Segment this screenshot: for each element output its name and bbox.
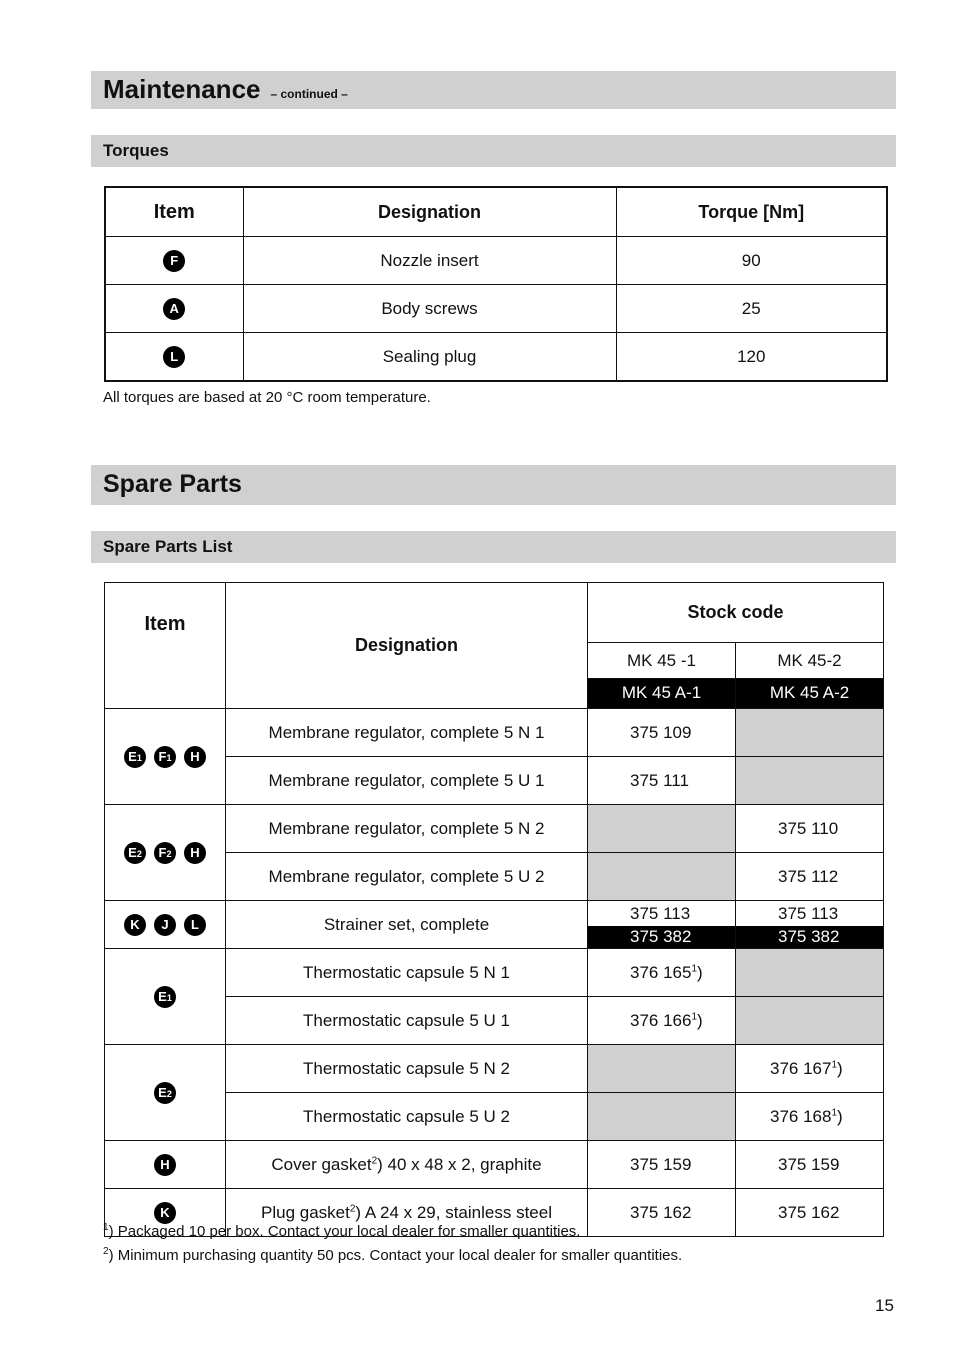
- item-badge-e2-icon: E2: [154, 1082, 176, 1104]
- footnote-1: [103, 1222, 580, 1240]
- maintenance-title: [103, 74, 348, 105]
- torque-cell: 25: [616, 285, 887, 333]
- stock-code-value: 376 165: [630, 962, 692, 982]
- torque-cell: 90: [616, 237, 887, 285]
- footnote-text: ) Packaged 10 per box. Contact your local dealer for smaller quantities.: [108, 1223, 581, 1240]
- designation-cell: [226, 1141, 588, 1189]
- item-badge-f-icon: F: [163, 250, 185, 272]
- stock-code-value: 376 168: [770, 1106, 832, 1126]
- spare-parts-list-header-bar: [91, 531, 896, 563]
- maintenance-header-bar: [91, 71, 896, 109]
- stock-code-empty-cell: [736, 709, 884, 757]
- stock-code-empty-cell: [588, 805, 736, 853]
- stock-code-cell: [588, 949, 736, 997]
- item-badge-j-icon: J: [154, 914, 176, 936]
- footnote-ref: 1: [691, 1010, 698, 1022]
- column-header-designation: Designation: [226, 583, 588, 709]
- stock-code-cell: 375 112: [736, 853, 884, 901]
- stock-code-empty-cell: [736, 997, 884, 1045]
- designation-cell: Strainer set, complete: [226, 901, 588, 949]
- item-badge-e1-icon: E1: [124, 746, 146, 768]
- item-badge-h-icon: H: [184, 746, 206, 768]
- footnote-mark: 2: [103, 1246, 109, 1257]
- torques-note: All torques are based at 20 °C room temperature.: [103, 389, 431, 406]
- stock-code-value-alt: 375 382: [588, 926, 735, 948]
- item-cell: [105, 901, 226, 949]
- footnote-2: [103, 1246, 682, 1264]
- maintenance-title-text: Maintenance: [103, 74, 261, 104]
- torques-table: [104, 186, 888, 382]
- column-header-item: Item: [105, 187, 243, 237]
- designation-cell: Body screws: [243, 285, 616, 333]
- item-cell: [105, 709, 226, 805]
- spare-parts-title: Spare Parts: [103, 470, 242, 498]
- stock-code-cell: 375 159: [736, 1141, 884, 1189]
- designation-cell: Membrane regulator, complete 5 U 2: [226, 853, 588, 901]
- item-badge-e1-icon: E1: [154, 986, 176, 1008]
- torque-cell: 120: [616, 333, 887, 382]
- item-badge-l-icon: L: [184, 914, 206, 936]
- stock-code-value: 375 113: [630, 904, 691, 923]
- footnote-ref-close: ): [837, 1058, 843, 1078]
- table-row: [105, 709, 884, 757]
- stock-code-cell: [588, 997, 736, 1045]
- item-badge-f1-icon: F1: [154, 746, 176, 768]
- torques-heading: Torques: [103, 141, 169, 160]
- column-header-mk45a-2: MK 45 A-2: [736, 678, 884, 708]
- stock-code-cell: 375 111: [588, 757, 736, 805]
- item-cell: [105, 1045, 226, 1141]
- stock-code-value-alt: 375 382: [736, 926, 883, 948]
- footnote-ref: 1: [831, 1106, 838, 1118]
- stock-code-empty-cell: [736, 949, 884, 997]
- designation-cell: Nozzle insert: [243, 237, 616, 285]
- column-header-torque: Torque [Nm]: [616, 187, 887, 237]
- stock-code-cell: 375 109: [588, 709, 736, 757]
- item-cell: [105, 805, 226, 901]
- torques-header-bar: [91, 135, 896, 167]
- spare-parts-table: [104, 582, 884, 1237]
- stock-code-split-cell: [736, 901, 884, 949]
- designation-text-rest: ) A 24 x 29, stainless steel: [355, 1202, 552, 1222]
- footnote-text: ) Minimum purchasing quantity 50 pcs. Contact your local dealer for smaller quantities.: [108, 1247, 683, 1264]
- designation-text: Plug gasket: [261, 1202, 350, 1222]
- item-cell: [105, 1141, 226, 1189]
- stock-code-value: 375 113: [778, 904, 839, 923]
- designation-cell: Membrane regulator, complete 5 N 2: [226, 805, 588, 853]
- column-header-designation: Designation: [243, 187, 616, 237]
- designation-cell: Membrane regulator, complete 5 U 1: [226, 757, 588, 805]
- column-header-mk45a-1: MK 45 A-1: [588, 678, 736, 708]
- item-cell: [105, 237, 243, 285]
- designation-cell: Sealing plug: [243, 333, 616, 382]
- designation-cell: Thermostatic capsule 5 U 1: [226, 997, 588, 1045]
- table-row: [105, 901, 884, 949]
- stock-code-empty-cell: [588, 853, 736, 901]
- designation-text-rest: ) 40 x 48 x 2, graphite: [377, 1154, 542, 1174]
- footnote-ref-close: ): [837, 1106, 843, 1126]
- item-cell: [105, 949, 226, 1045]
- stock-code-cell: [736, 1093, 884, 1141]
- stock-code-cell: 375 162: [588, 1189, 736, 1237]
- spare-parts-list-heading: Spare Parts List: [103, 537, 233, 556]
- column-header-stock-code: Stock code: [588, 583, 884, 643]
- designation-cell: Thermostatic capsule 5 N 2: [226, 1045, 588, 1093]
- table-row: [105, 333, 887, 382]
- footnote-mark: 1: [103, 1222, 109, 1233]
- item-cell: [105, 285, 243, 333]
- footnote-ref: 2: [371, 1154, 378, 1166]
- designation-text: Cover gasket: [271, 1154, 372, 1174]
- footnote-ref-close: ): [697, 1010, 703, 1030]
- page-number: 15: [875, 1296, 894, 1315]
- stock-code-cell: 375 162: [736, 1189, 884, 1237]
- footnote-ref-close: ): [697, 962, 703, 982]
- item-badge-f2-icon: F2: [154, 842, 176, 864]
- stock-code-cell: 375 110: [736, 805, 884, 853]
- stock-code-value: 376 166: [630, 1010, 692, 1030]
- stock-code-empty-cell: [736, 757, 884, 805]
- item-cell: [105, 333, 243, 382]
- designation-cell: Membrane regulator, complete 5 N 1: [226, 709, 588, 757]
- designation-cell: Thermostatic capsule 5 U 2: [226, 1093, 588, 1141]
- table-row: [105, 949, 884, 997]
- designation-cell: Thermostatic capsule 5 N 1: [226, 949, 588, 997]
- footnote-ref: 1: [831, 1058, 838, 1070]
- item-badge-h-icon: H: [154, 1154, 176, 1176]
- table-row: [105, 1141, 884, 1189]
- stock-code-split-cell: [588, 901, 736, 949]
- item-badge-k-icon: K: [154, 1202, 176, 1224]
- column-header-mk45-1: MK 45 -1: [588, 643, 736, 678]
- item-badge-h-icon: H: [184, 842, 206, 864]
- table-row: [105, 1045, 884, 1093]
- footnote-ref: 1: [691, 962, 698, 974]
- footnote-ref: 2: [349, 1202, 356, 1214]
- item-badge-k-icon: K: [124, 914, 146, 936]
- column-header-mk45-2: MK 45-2: [736, 643, 884, 678]
- stock-code-value: 376 167: [770, 1058, 832, 1078]
- table-row: [105, 237, 887, 285]
- spare-parts-header-bar: [91, 465, 896, 505]
- maintenance-subtitle: – continued –: [270, 87, 348, 101]
- table-row: [105, 805, 884, 853]
- stock-code-cell: [736, 1045, 884, 1093]
- stock-code-empty-cell: [588, 1093, 736, 1141]
- stock-code-cell: 375 159: [588, 1141, 736, 1189]
- stock-code-empty-cell: [588, 1045, 736, 1093]
- table-header-row: [105, 187, 887, 237]
- table-row: [105, 285, 887, 333]
- item-badge-a-icon: A: [163, 298, 185, 320]
- column-header-item: Item: [105, 583, 226, 709]
- item-badge-e2-icon: E2: [124, 842, 146, 864]
- item-badge-l-icon: L: [163, 346, 185, 368]
- table-header-row: [105, 583, 884, 643]
